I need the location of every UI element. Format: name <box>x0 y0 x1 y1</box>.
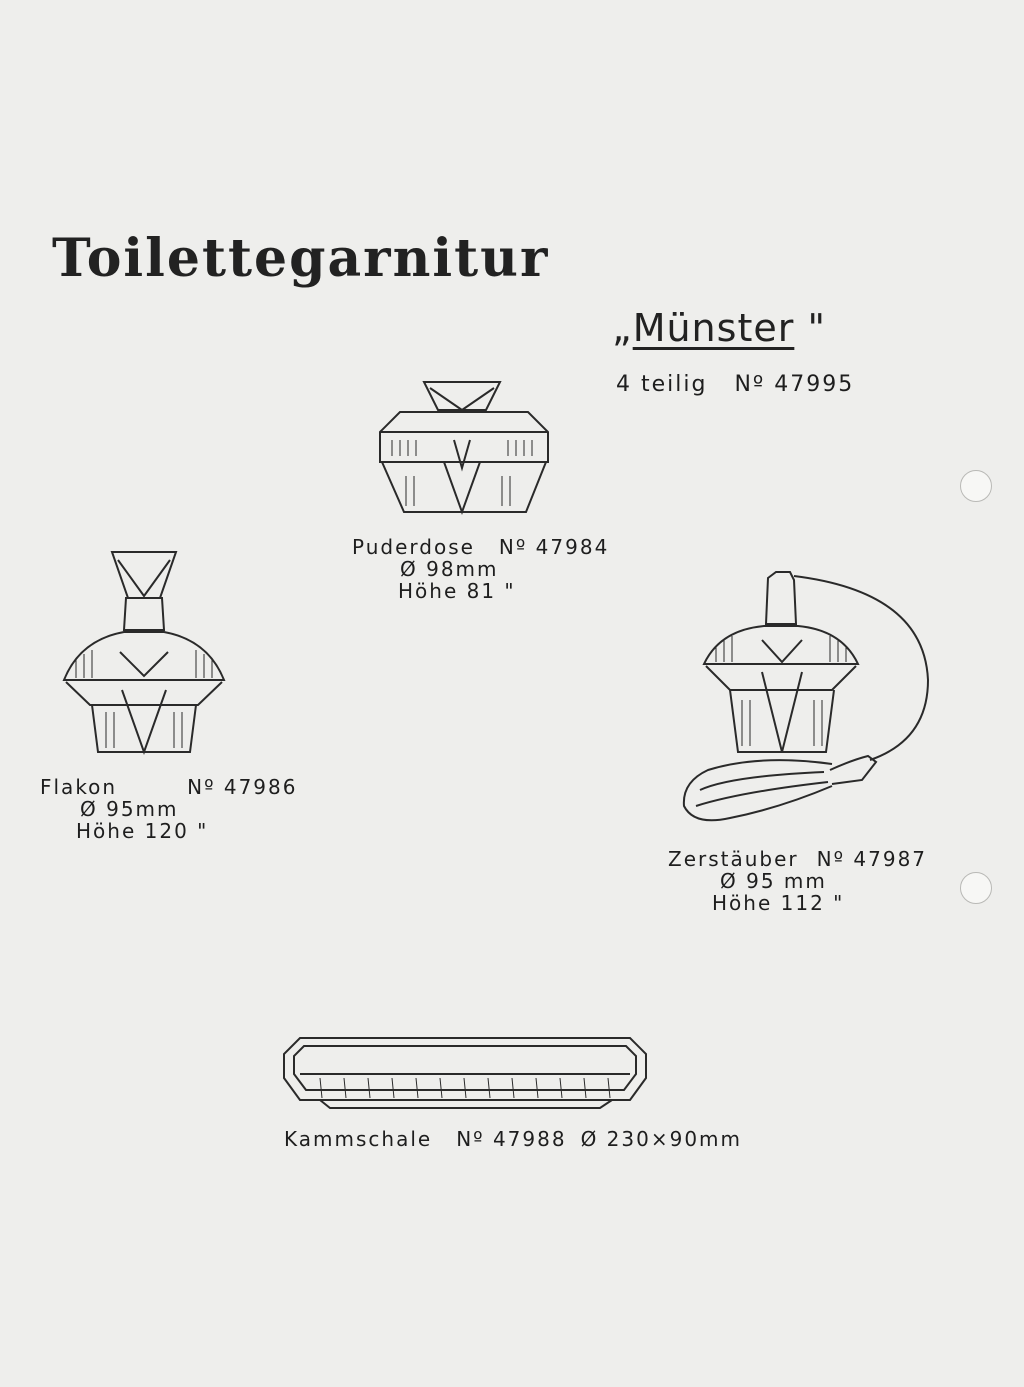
puderdose-caption <box>352 536 609 602</box>
puderdose-illustration <box>380 382 548 512</box>
zerstaeuber-height: Höhe 112 " <box>712 891 845 915</box>
puderdose-diameter: Ø 98mm <box>400 557 499 581</box>
open-quote: „ <box>612 306 633 350</box>
set-pieces: 4 teilig <box>616 372 708 397</box>
flakon-caption <box>40 776 297 842</box>
set-name-text: Münster <box>632 306 795 350</box>
flakon-name: Flakon <box>40 775 118 799</box>
puderdose-height: Höhe 81 " <box>398 579 516 603</box>
zerstaeuber-name: Zerstäuber <box>668 847 799 871</box>
flakon-diameter: Ø 95mm <box>80 797 179 821</box>
kammschale-caption <box>284 1128 742 1150</box>
kammschale-illustration <box>284 1038 646 1108</box>
punch-hole-top <box>960 470 992 502</box>
page-title: Toilettegarnitur <box>52 228 550 289</box>
puderdose-number: Nº 47984 <box>498 535 610 559</box>
puderdose-name: Puderdose <box>352 535 475 559</box>
kammschale-name: Kammschale <box>284 1127 433 1151</box>
set-number: Nº 47995 <box>734 372 855 397</box>
zerstaeuber-diameter: Ø 95 mm <box>720 869 827 893</box>
zerstaeuber-illustration <box>684 572 928 820</box>
zerstaeuber-number: Nº 47987 <box>816 847 928 871</box>
flakon-illustration <box>64 552 224 752</box>
kammschale-dimensions: Ø 230×90mm <box>580 1127 743 1151</box>
zerstaeuber-caption <box>668 848 927 914</box>
kammschale-number: Nº 47988 <box>456 1127 567 1151</box>
flakon-number: Nº 47986 <box>187 775 298 799</box>
flakon-height: Höhe 120 " <box>76 819 209 843</box>
punch-hole-bottom <box>960 872 992 904</box>
close-quote: " <box>807 306 826 350</box>
